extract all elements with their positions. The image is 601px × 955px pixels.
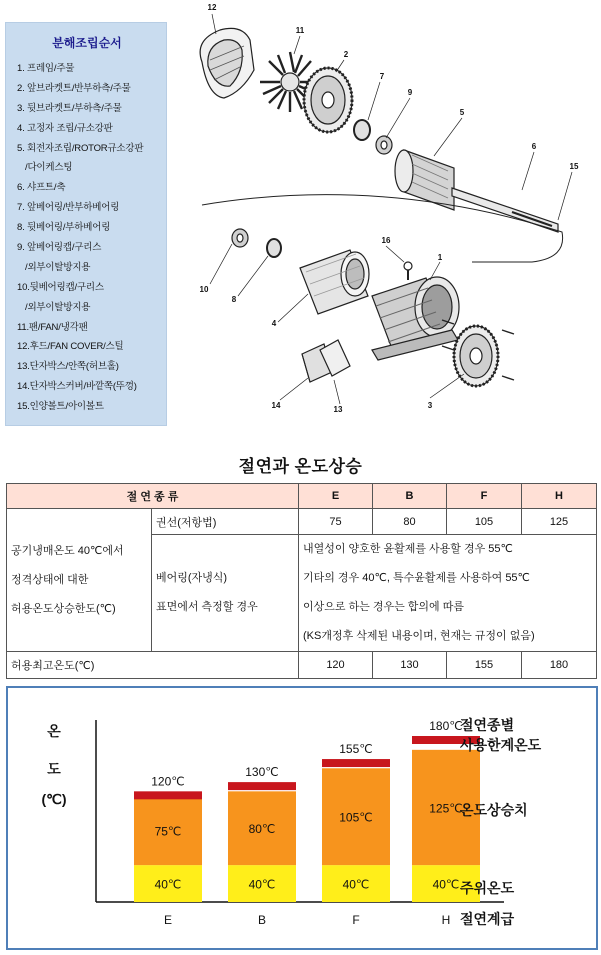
header-class-b: B — [373, 484, 447, 509]
assembly-order-item: 9. 앞베어링캡/구리스 — [17, 242, 102, 254]
left-label-line: 허용온도상승한도(℃) — [11, 602, 116, 615]
winding-row — [7, 509, 597, 535]
bar-rise-label: 125℃ — [429, 801, 463, 816]
bar-ambient-label: 40℃ — [342, 877, 370, 892]
temperature-bar-chart — [8, 688, 596, 948]
max-temp-label: 허용최고온도(℃) — [7, 652, 299, 679]
assembly-order-item: /외부이탈방지용 — [25, 261, 91, 273]
bar-limit-label: 120℃ — [151, 774, 185, 789]
max-temp-value-h: 180 — [522, 652, 597, 679]
bar-limit-label: 130℃ — [245, 765, 279, 780]
x-category-label: H — [441, 913, 451, 927]
temperature-chart-frame — [6, 686, 598, 950]
assembly-order-item: 12.후드/FAN COVER/스틸 — [17, 341, 124, 353]
rear-bearing-drawing — [267, 239, 281, 257]
assembly-order-item: 10.뒷베어링캡/구리스 — [17, 281, 104, 293]
part-number-label: 15 — [569, 162, 579, 171]
y-axis-label-line: (℃) — [41, 791, 67, 807]
part-number-label: 3 — [427, 401, 433, 410]
part-number-label: 2 — [343, 50, 349, 59]
part-number-label: 12 — [207, 3, 217, 12]
stator-drawing — [300, 250, 369, 314]
part-number-label: 1 — [437, 253, 443, 262]
table-title: 절연과 온도상승 — [238, 457, 363, 476]
winding-value-e: 75 — [299, 509, 373, 535]
winding-value-h: 125 — [522, 509, 597, 535]
front-bearing-drawing — [354, 120, 370, 140]
assembly-loop-line — [202, 195, 563, 262]
bar-limit-label: 155℃ — [339, 742, 373, 757]
header-class-e: E — [299, 484, 373, 509]
max-temp-value-b: 130 — [373, 652, 447, 679]
bearing-description-line: 이상으로 하는 경우는 합의에 따름 — [303, 601, 464, 613]
x-axis-label: 절연계급 — [460, 911, 515, 927]
header-class-h: H — [522, 484, 597, 509]
assembly-order-title: 분해조립순서 — [52, 36, 122, 50]
part-number-label: 16 — [381, 236, 391, 245]
temperature-rise-limit-label — [7, 509, 152, 652]
assembly-order-panel — [5, 22, 167, 426]
winding-label: 권선(저항법) — [152, 509, 299, 535]
assembly-order-item: /외부이탈방지용 — [25, 301, 91, 313]
bar-limit-cap — [322, 759, 390, 767]
part-number-label: 8 — [231, 295, 237, 304]
left-label-line: 정격상태에 대한 — [11, 573, 89, 586]
bar-rise-label: 80℃ — [248, 822, 276, 837]
assembly-order-item: 8. 뒷베어링/부하베어링 — [17, 222, 111, 234]
part-number-label: 11 — [295, 26, 305, 35]
winding-value-f: 105 — [447, 509, 522, 535]
motor-exploded-diagram — [172, 0, 601, 430]
assembly-order-item: 3. 뒷브라켓트/부하측/주물 — [17, 102, 122, 114]
assembly-order-item: 15.인양볼트/아이볼트 — [17, 401, 104, 413]
max-temp-value-f: 155 — [447, 652, 522, 679]
bearing-description-line: 내열성이 양호한 윤활제를 사용할 경우 55℃ — [303, 543, 513, 555]
bearing-description-line: (KS개정후 삭제된 내용이며, 현재는 규정이 없음) — [303, 630, 535, 642]
rear-bracket-drawing — [454, 326, 498, 386]
part-number-label: 10 — [199, 285, 209, 294]
part-number-label: 5 — [459, 108, 465, 117]
bar-rise-label: 105℃ — [339, 810, 373, 825]
header-insulation-type: 절 연 종 류 — [7, 484, 299, 509]
assembly-order-item: 4. 고정자 조립/규소강판 — [17, 122, 113, 134]
bar-ambient-label: 40℃ — [154, 877, 182, 892]
legend-rise: 온도상승치 — [460, 802, 528, 818]
assembly-order-item: 11.팬/FAN/냉각팬 — [17, 321, 88, 333]
legend-limit-line: 사용한계온도 — [460, 737, 542, 753]
eye-bolt-drawing — [404, 262, 412, 280]
left-label-line: 공기냉매온도 40℃에서 — [11, 544, 124, 557]
bar-rise-label: 75℃ — [154, 824, 182, 839]
bar-limit-label: 180℃ — [429, 719, 463, 733]
winding-value-b: 80 — [373, 509, 447, 535]
bar-limit-cap — [228, 782, 296, 790]
max-temp-value-e: 120 — [299, 652, 373, 679]
bearing-description-line: 기타의 경우 40℃, 특수윤활제를 사용하여 55℃ — [303, 572, 530, 584]
max-temp-row — [7, 652, 597, 679]
assembly-order-item: 1. 프레임/주물 — [17, 63, 75, 74]
front-bearing-cap-drawing — [376, 136, 392, 154]
shaft-drawing — [452, 188, 558, 232]
legend-limit-line: 절연종별 — [460, 717, 515, 733]
part-number-label: 4 — [271, 319, 277, 328]
assembly-order-item: 5. 회전자조립/ROTOR규소강판 — [17, 142, 144, 154]
y-axis-label-line: 온 — [47, 723, 61, 739]
x-category-label: E — [163, 913, 173, 927]
part-number-label: 7 — [379, 72, 385, 81]
bar-ambient-label: 40℃ — [432, 877, 460, 892]
x-category-label: F — [352, 913, 360, 927]
diagram-line-art — [200, 14, 572, 404]
legend-ambient: 주위온도 — [460, 880, 515, 896]
part-number-label: 13 — [333, 405, 343, 414]
part-number-label: 9 — [407, 88, 413, 97]
part-number-label: 6 — [531, 142, 537, 151]
front-bracket-drawing — [304, 68, 352, 132]
bar-limit-cap — [134, 791, 202, 799]
bar-ambient-label: 40℃ — [248, 877, 276, 892]
x-category-label: B — [257, 913, 267, 927]
bearing-description — [299, 535, 597, 652]
bearing-label-line: 표면에서 측정할 경우 — [156, 601, 258, 613]
assembly-order-item: 7. 앞베어링/반부하베어링 — [17, 202, 120, 214]
insulation-temperature-table — [6, 483, 597, 679]
rear-bearing-cap-drawing — [232, 229, 248, 247]
assembly-order-item: 2. 앞브라켓트/반부하측/주물 — [17, 82, 131, 94]
assembly-order-list — [17, 59, 167, 417]
bearing-label-line: 베어링(자냉식) — [156, 572, 228, 584]
assembly-order-item: 6. 샤프트/축 — [17, 182, 66, 194]
bearing-label — [152, 535, 299, 652]
part-number-label: 14 — [271, 401, 281, 410]
assembly-order-item: 14.단자박스커버/바깥쪽(뚜껑) — [17, 381, 137, 393]
table-header-row — [7, 484, 597, 509]
assembly-order-item: 13.단자박스/안쪽(허브홀) — [17, 361, 119, 373]
header-class-f: F — [447, 484, 522, 509]
fan-cover-drawing — [200, 28, 254, 98]
y-axis-label-line: 도 — [47, 761, 61, 777]
bars-layer — [134, 719, 480, 927]
assembly-order-item: /다이케스팅 — [25, 162, 73, 174]
